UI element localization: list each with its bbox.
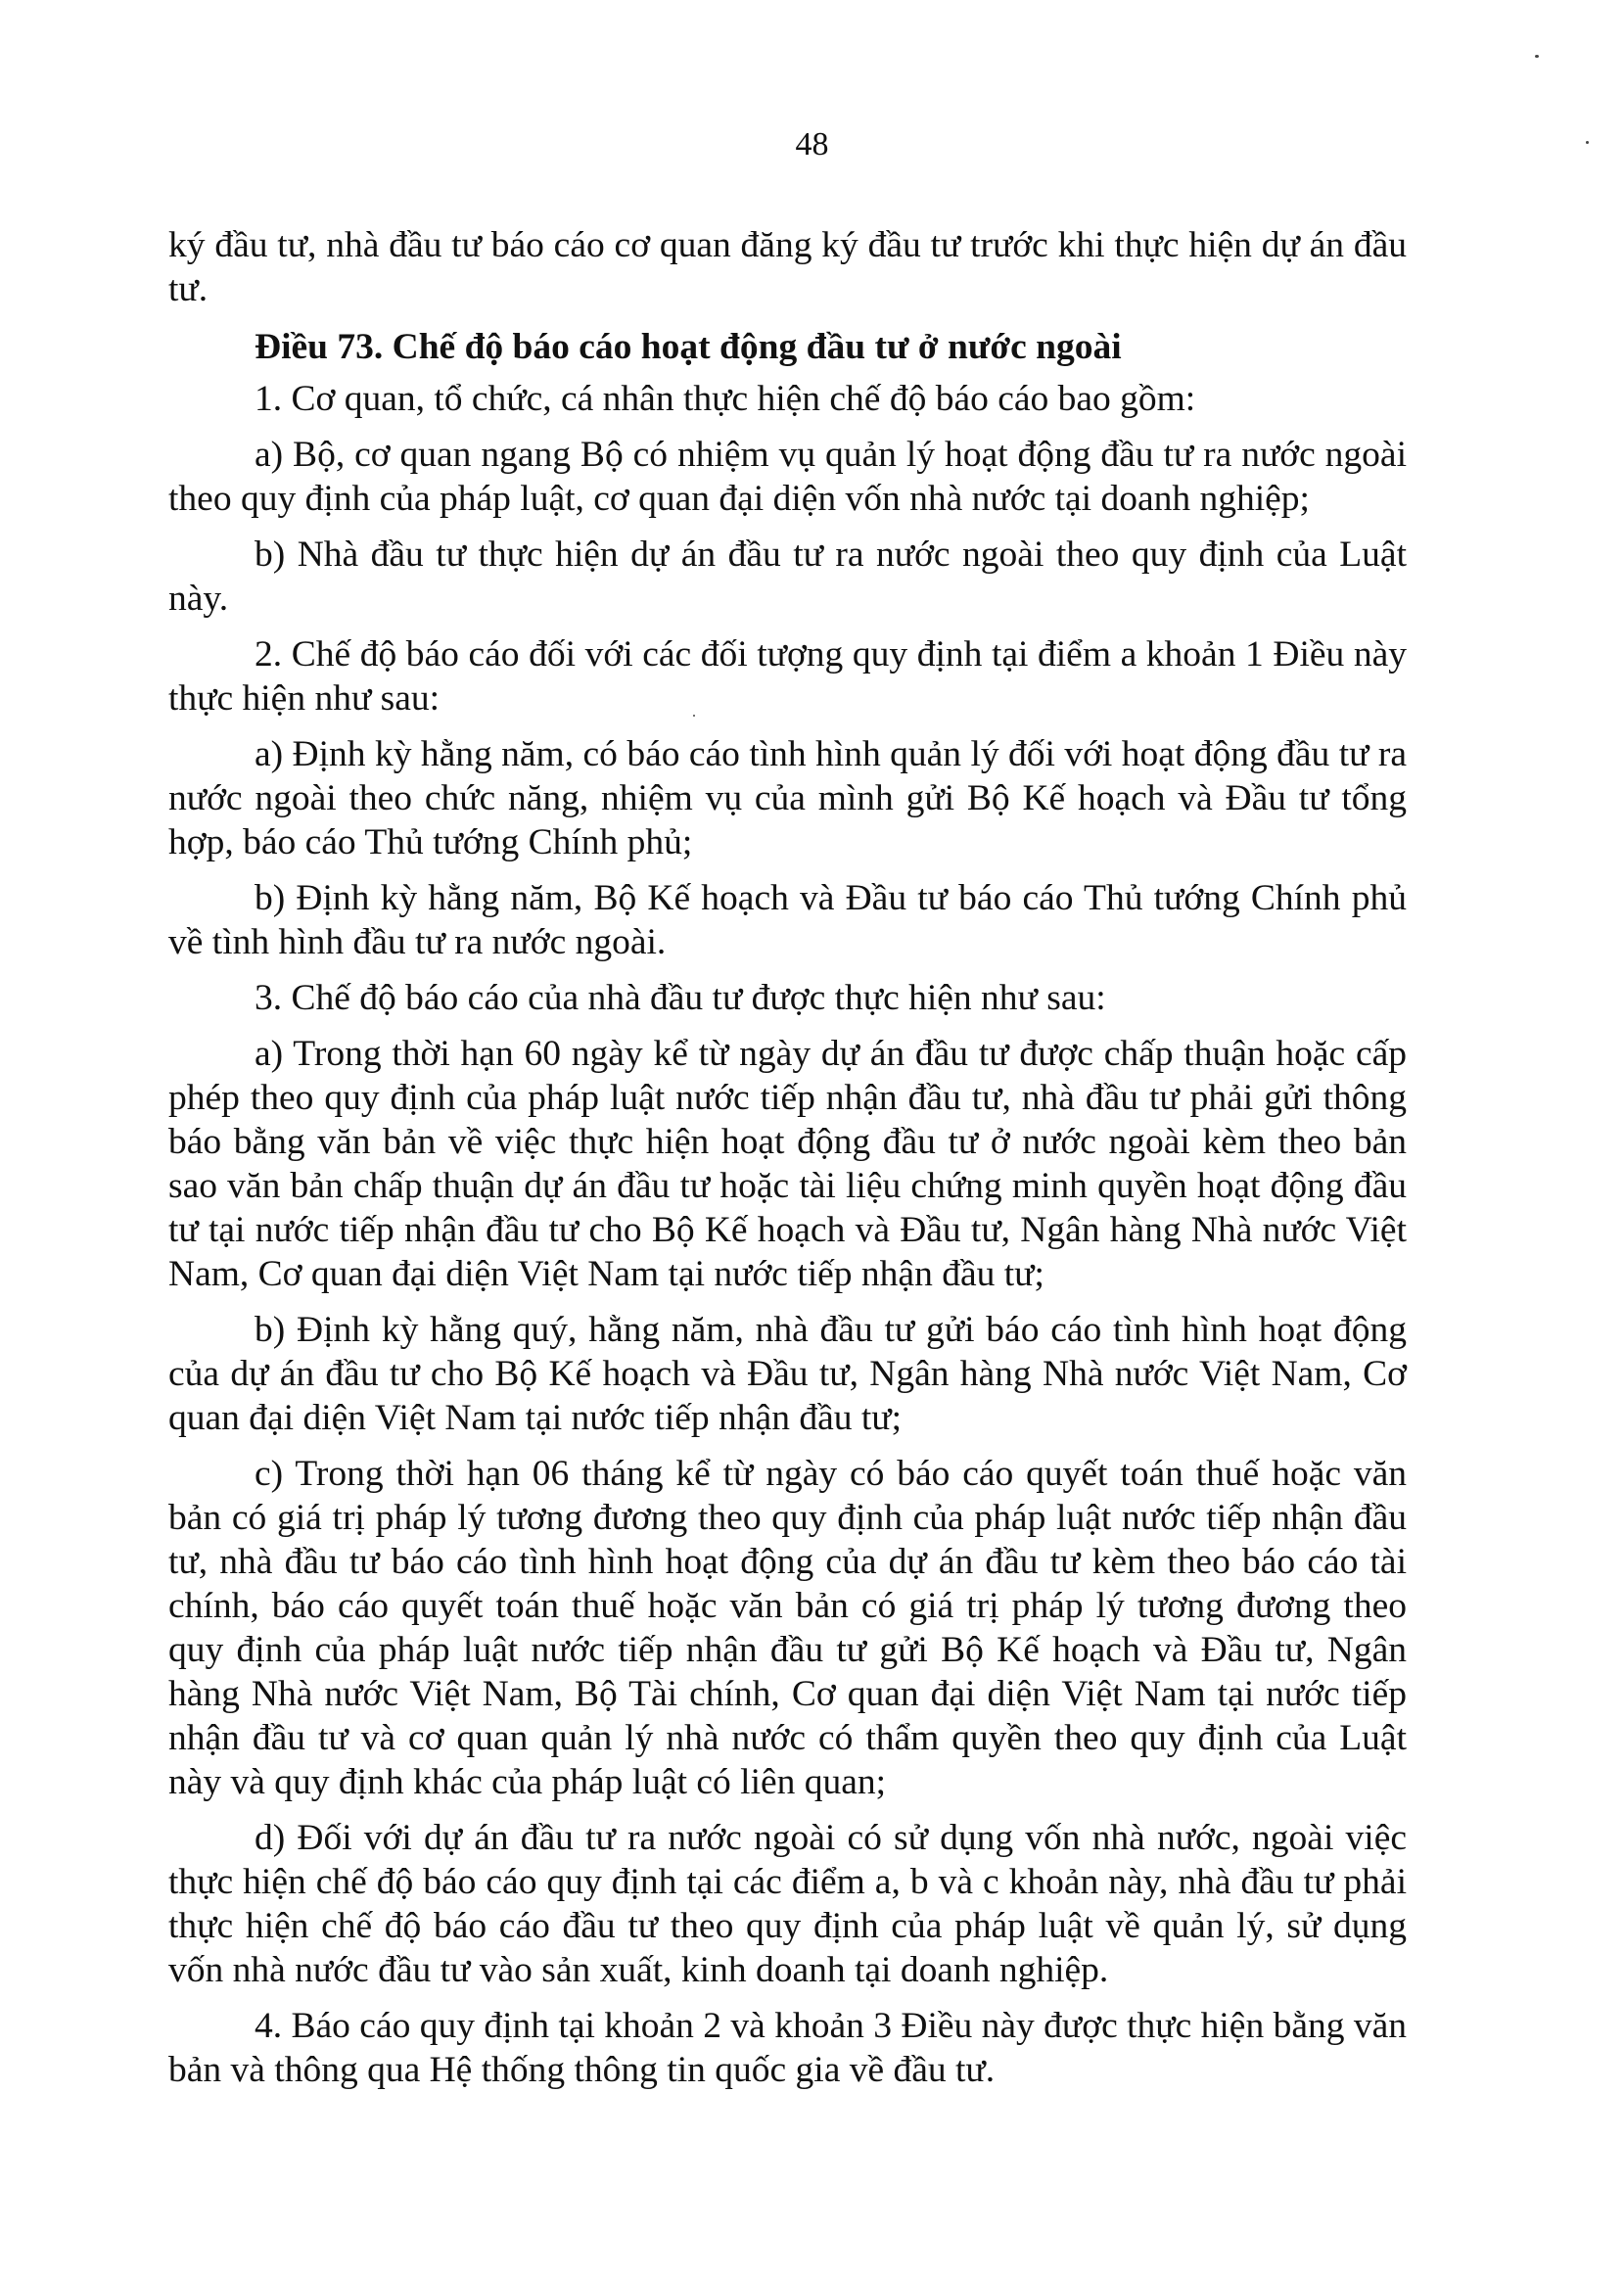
clause-2-point-a: a) Định kỳ hằng năm, có báo cáo tình hình quản lý đối với hoạt động đầu tư ra nước ngoài theo chức năng, nhiệm vụ của mình gửi Bộ Kế hoạch và Đầu tư tổng hợp, báo cáo Thủ tướng Chính phủ; [168,734,1407,862]
paragraph-continuation: ký đầu tư, nhà đầu tư báo cáo cơ quan đăng ký đầu tư trước khi thực hiện dự án đầu tư. [168,225,1407,309]
scan-speck [1586,141,1589,144]
clause-3: 3. Chế độ báo cáo của nhà đầu tư được thực hiện như sau: [255,978,1106,1018]
clause-1-point-a: a) Bộ, cơ quan ngang Bộ có nhiệm vụ quản lý hoạt động đầu tư ra nước ngoài theo quy định của pháp luật, cơ quan đại diện vốn nhà nước tại doanh nghiệp; [168,435,1407,519]
clause-3-point-d: d) Đối với dự án đầu tư ra nước ngoài có sử dụng vốn nhà nước, ngoài việc thực hiện chế độ báo cáo quy định tại các điểm a, b và c khoản này, nhà đầu tư phải thực hiện chế độ báo cáo đầu tư theo quy định của pháp luật về quản lý, sử dụng vốn nhà nước đầu tư vào sản xuất, kinh doanh tại doanh nghiệp. [168,1818,1407,1990]
scan-speck [1535,55,1539,58]
clause-1-point-b: b) Nhà đầu tư thực hiện dự án đầu tư ra nước ngoài theo quy định của Luật này. [168,535,1407,619]
clause-2-point-b: b) Định kỳ hằng năm, Bộ Kế hoạch và Đầu tư báo cáo Thủ tướng Chính phủ về tình hình đầu tư ra nước ngoài. [168,878,1407,962]
clause-2: 2. Chế độ báo cáo đối với các đối tượng quy định tại điểm a khoản 1 Điều này thực hiện như sau: [168,634,1407,719]
clause-4: 4. Báo cáo quy định tại khoản 2 và khoản 3 Điều này được thực hiện bằng văn bản và thông qua Hệ thống thông tin quốc gia về đầu tư. [168,2006,1407,2090]
document-body [168,223,1407,2104]
article-heading: Điều 73. Chế độ báo cáo hoạt động đầu tư ở nước ngoài [255,327,1122,367]
clause-3-point-a: a) Trong thời hạn 60 ngày kể từ ngày dự án đầu tư được chấp thuận hoặc cấp phép theo quy định của pháp luật nước tiếp nhận đầu tư, nhà đầu tư phải gửi thông báo bằng văn bản về việc thực hiện hoạt động đầu tư ở nước ngoài kèm theo bản sao văn bản chấp thuận dự án đầu tư hoặc tài liệu chứng minh quyền hoạt động đầu tư tại nước tiếp nhận đầu tư cho Bộ Kế hoạch và Đầu tư, Ngân hàng Nhà nước Việt Nam, Cơ quan đại diện Việt Nam tại nước tiếp nhận đầu tư; [168,1034,1407,1294]
page-number: 48 [795,126,829,163]
scan-speck [693,715,695,717]
clause-3-point-c: c) Trong thời hạn 06 tháng kể từ ngày có báo cáo quyết toán thuế hoặc văn bản có giá trị pháp lý tương đương theo quy định của pháp luật nước tiếp nhận đầu tư, nhà đầu tư báo cáo tình hình hoạt động của dự án đầu tư kèm theo báo cáo tài chính, báo cáo quyết toán thuế hoặc văn bản có giá trị pháp lý tương đương theo quy định của pháp luật nước tiếp nhận đầu tư gửi Bộ Kế hoạch và Đầu tư, Ngân hàng Nhà nước Việt Nam, Bộ Tài chính, Cơ quan đại diện Việt Nam tại nước tiếp nhận đầu tư và cơ quan quản lý nhà nước có thẩm quyền theo quy định của Luật này và quy định khác của pháp luật có liên quan; [168,1454,1407,1802]
clause-3-point-b: b) Định kỳ hằng quý, hằng năm, nhà đầu tư gửi báo cáo tình hình hoạt động của dự án đầu tư cho Bộ Kế hoạch và Đầu tư, Ngân hàng Nhà nước Việt Nam, Cơ quan đại diện Việt Nam tại nước tiếp nhận đầu tư; [168,1310,1407,1438]
clause-1: 1. Cơ quan, tổ chức, cá nhân thực hiện chế độ báo cáo bao gồm: [255,379,1196,419]
